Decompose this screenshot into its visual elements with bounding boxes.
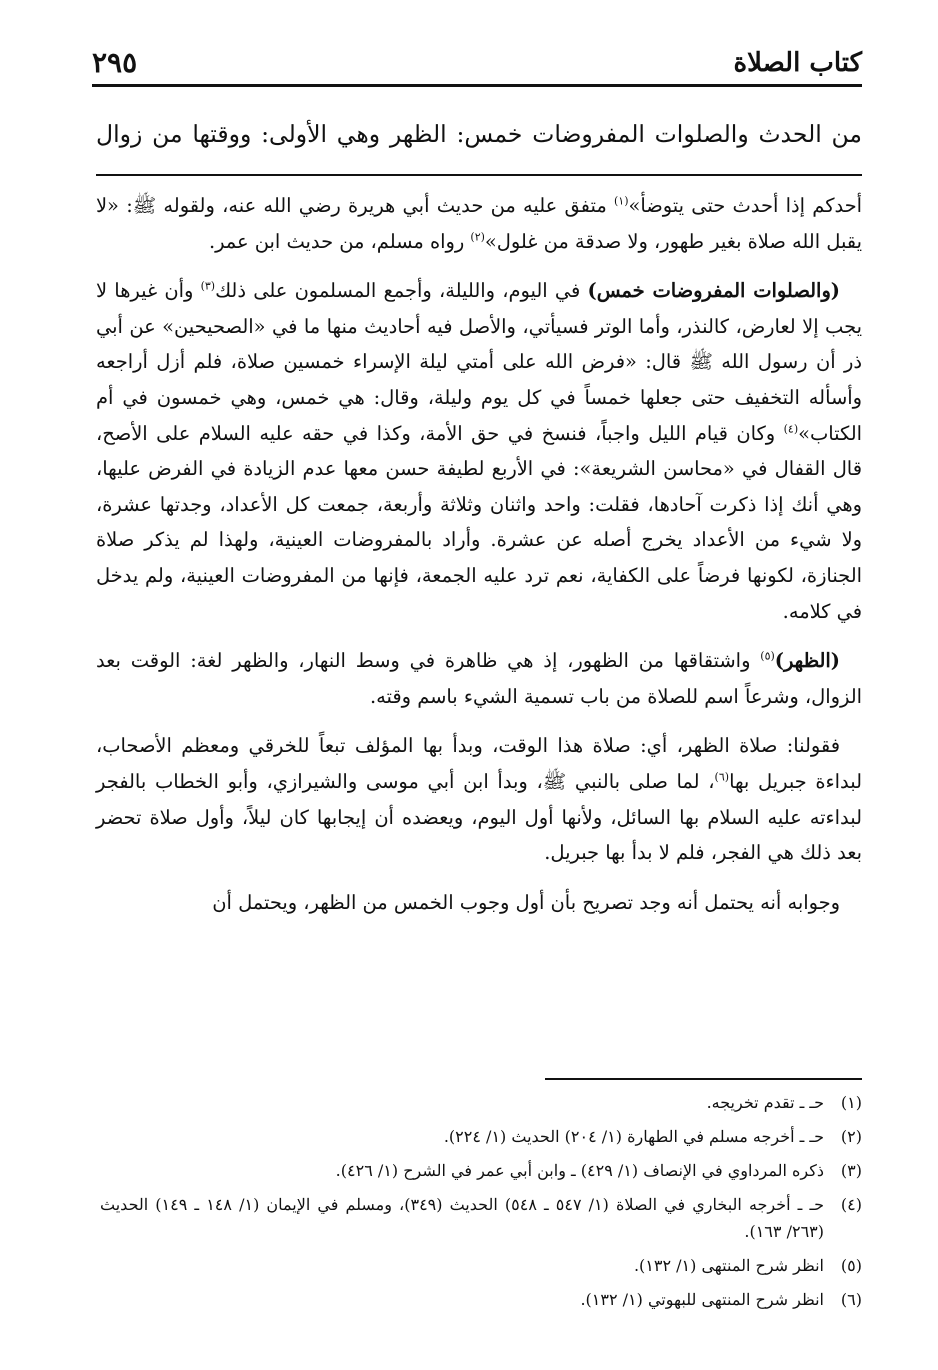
book-title: كتاب الصلاة	[733, 48, 862, 78]
footnote-ref: (٥)	[760, 649, 775, 663]
page-number: ٢٩٥	[92, 46, 138, 79]
matn-quote: (الظهر)	[774, 649, 840, 673]
footnote-text: انظر شرح المنتهى (١/ ١٣٢).	[633, 1255, 824, 1275]
footnote-text: حـ ـ أخرجه مسلم في الطهارة (١/ ٢٠٤) الحديث (١/ ٢٢٤).	[443, 1127, 824, 1146]
text-run: في اليوم، والليلة، وأجمع المسلمون على ذلك	[215, 279, 588, 303]
footnote-ref: (١)	[614, 194, 629, 208]
header-divider	[92, 84, 862, 87]
text-run: واشتقاقها من الظهور، إذ هي ظاهرة في وسط النهار، والظهر لغة: الوقت بعد الزوال، وشرعاً اسم للصلاة من باب تسمية الشيء باسم وقته.	[96, 649, 862, 708]
text-run: وجوابه أنه يحتمل أنه وجد تصريح بأن أول وجوب الخمس من الظهر، ويحتمل أن	[212, 890, 840, 914]
paragraph	[96, 885, 862, 921]
paragraph	[96, 188, 862, 259]
paragraph	[96, 643, 862, 714]
footnote-number: (٥)	[840, 1255, 862, 1275]
footnote-divider	[545, 1078, 862, 1080]
text-run: رواه مسلم، من حديث ابن عمر.	[208, 229, 471, 253]
footnote-ref: (٣)	[200, 279, 216, 293]
footnote-number: (٣)	[840, 1161, 862, 1180]
footnote-number: (٢)	[840, 1127, 862, 1146]
text-run: فقولنا: صلاة الظهر، أي: صلاة هذا الوقت، وبدأ بها المؤلف تبعاً للخرقي ومعظم الأصحاب، لبداءة جبريل بها	[96, 734, 862, 793]
matn-quote: (والصلوات المفروضات خمس)	[587, 279, 840, 303]
text-run: وكان قيام الليل واجباً، فنسخ في حق الأمة، وكذا في حقه عليه السلام على الأصح، قال القفال في «محاسن الشريعة»: في الأربع لطيفة حسن معها عدم الزيادة في الفرض عليها، وهي أنك إذا ذكرت آحادها، فقلت: واحد واثنان وثلاثة وأربعة، جمعت كل الأعداد، وجدتها عشرة، ولا شيء من الأعداد يخرج أصله عن عشرة. وأراد بالمفروضات العينية، ولهذا لم يذكر صلاة الجنازة، لكونها فرضاً على الكفاية، نعم ترد عليه الجمعة، فإنها من المفروضات العينية، ولم يدخل في كلامه.	[96, 421, 862, 623]
text-run: ، لما صلى بالنبي ﷺ، وبدأ ابن أبي موسى والشيرازي، وأبو الخطاب بالفجر لبداءته عليه السلام بها السائل، ولأنها أول اليوم، ويعضده أن إيجابها كان ليلاً، وأول صلاة تحضر بعد ذلك هي الفجر، فلم لا بدأ بها جبريل.	[96, 769, 862, 865]
footnote-number: (٦)	[840, 1289, 862, 1309]
footnote-text: انظر شرح المنتهى للبهوتي (١/ ١٣٢).	[580, 1289, 824, 1309]
footnote	[100, 1253, 862, 1280]
matn-divider	[96, 174, 862, 176]
footnote-ref: (٢)	[470, 230, 485, 244]
matn-text: من الحدث والصلوات المفروضات خمس: الظهر وهي الأولى: ووقتها من زوال	[96, 120, 862, 148]
commentary-body	[96, 188, 862, 934]
footnote	[100, 1124, 862, 1151]
text-run: متفق عليه من حديث أبي هريرة رضي الله عنه، ولقوله ﷺ: «لا يقبل الله صلاة بغير طهور، ولا صدقة من غلول»	[96, 194, 862, 253]
footnote-ref: (٦)	[714, 770, 730, 784]
paragraph	[96, 728, 862, 870]
page-header	[92, 44, 862, 88]
footnote-ref: (٤)	[783, 422, 799, 436]
footnotes	[100, 1090, 862, 1321]
footnote-text: حـ ـ تقدم تخريجه.	[706, 1093, 824, 1112]
footnote	[100, 1287, 862, 1314]
footnote-text: ذكره المرداوي في الإنصاف (١/ ٤٢٩) ـ وابن أبي عمر في الشرح (١/ ٤٢٦).	[335, 1161, 824, 1180]
footnote-number: (١)	[840, 1093, 862, 1112]
footnote-text: حـ ـ أخرجه البخاري في الصلاة (١/ ٥٤٧ ـ ٥٤٨) الحديث (٣٤٩)، ومسلم في الإيمان (١/ ١٤٨ ـ ١٤٩) الحديث (٢٦٣/ ١٦٣).	[100, 1195, 825, 1241]
paragraph	[96, 273, 862, 629]
footnote	[100, 1090, 862, 1117]
footnote	[100, 1192, 862, 1245]
text-run: وأن غيرها لا يجب إلا لعارض، كالنذر، وأما الوتر فسيأتي، والأصل فيه أحاديث منها ما في «الصحيحين» عن أبي ذر أن رسول الله ﷺ قال: «فرض الله على أمتي ليلة الإسراء خمسين صلاة، فلم أزل أراجعه وأسأله التخفيف حتى جعلها خمساً في كل يوم وليلة، وقال: هي خمس، وهي خمسون في أم الكتاب»	[96, 279, 862, 445]
footnote	[100, 1158, 862, 1185]
footnote-number: (٤)	[840, 1195, 862, 1214]
text-run: أحدكم إذا أحدث حتى يتوضأ»	[628, 194, 862, 217]
